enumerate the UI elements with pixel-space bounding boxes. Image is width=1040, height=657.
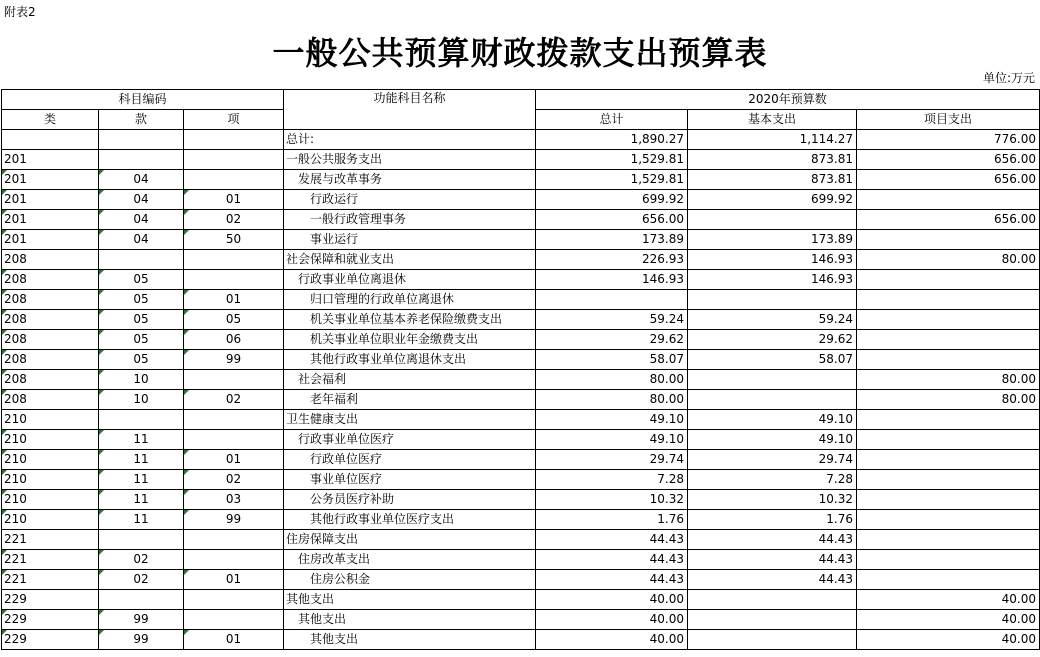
cell-total: 226.93 (536, 250, 688, 270)
cell-project: 40.00 (857, 630, 1040, 650)
cell-total: 1,529.81 (536, 150, 688, 170)
cell-name: 一般行政管理事务 (284, 210, 536, 230)
cell-project (857, 430, 1040, 450)
table-row (2, 430, 1040, 450)
cell-total: 80.00 (536, 370, 688, 390)
header-kuan: 款 (99, 110, 184, 130)
cell-lei: 221 (2, 530, 99, 550)
cell-lei: 229 (2, 630, 99, 650)
cell-kuan: 11 (99, 430, 184, 450)
cell-xiang: 50 (184, 230, 284, 250)
cell-project (857, 270, 1040, 290)
cell-project: 40.00 (857, 610, 1040, 630)
cell-basic: 1.76 (688, 510, 857, 530)
cell-project: 40.00 (857, 590, 1040, 610)
table-body (2, 90, 1040, 650)
cell-basic: 29.74 (688, 450, 857, 470)
cell-xiang: 01 (184, 630, 284, 650)
cell-kuan: 99 (99, 630, 184, 650)
cell-basic: 7.28 (688, 470, 857, 490)
cell-xiang: 01 (184, 290, 284, 310)
table-row (2, 270, 1040, 290)
cell-basic: 873.81 (688, 150, 857, 170)
cell-name: 社会保障和就业支出 (284, 250, 536, 270)
cell-xiang (184, 590, 284, 610)
cell-name: 其他支出 (284, 630, 536, 650)
cell-kuan: 11 (99, 510, 184, 530)
cell-basic (688, 630, 857, 650)
cell-xiang: 99 (184, 510, 284, 530)
cell-total: 10.32 (536, 490, 688, 510)
cell-lei: 201 (2, 150, 99, 170)
table-row (2, 290, 1040, 310)
cell-lei: 208 (2, 330, 99, 350)
table-row (2, 370, 1040, 390)
header-xiang: 项 (184, 110, 284, 130)
table-row (2, 470, 1040, 490)
cell-project (857, 290, 1040, 310)
cell-basic (688, 390, 857, 410)
cell-lei: 210 (2, 470, 99, 490)
header-row-1 (2, 90, 1040, 110)
cell-kuan (99, 150, 184, 170)
table-row (2, 250, 1040, 270)
header-project: 项目支出 (857, 110, 1040, 130)
cell-name: 其他支出 (284, 610, 536, 630)
cell-xiang: 02 (184, 470, 284, 490)
cell-xiang (184, 370, 284, 390)
cell-total: 1,529.81 (536, 170, 688, 190)
cell-kuan (99, 250, 184, 270)
cell-total: 7.28 (536, 470, 688, 490)
cell-lei: 208 (2, 270, 99, 290)
cell-lei (2, 130, 99, 150)
cell-total: 29.74 (536, 450, 688, 470)
cell-kuan: 05 (99, 350, 184, 370)
cell-name: 社会福利 (284, 370, 536, 390)
cell-project (857, 510, 1040, 530)
cell-name: 行政单位医疗 (284, 450, 536, 470)
cell-lei: 208 (2, 310, 99, 330)
cell-total: 44.43 (536, 530, 688, 550)
cell-xiang: 02 (184, 390, 284, 410)
cell-total: 49.10 (536, 430, 688, 450)
cell-lei: 210 (2, 450, 99, 470)
cell-name: 机关事业单位基本养老保险缴费支出 (284, 310, 536, 330)
cell-kuan: 11 (99, 490, 184, 510)
cell-project (857, 550, 1040, 570)
cell-lei: 210 (2, 430, 99, 450)
table-row (2, 590, 1040, 610)
cell-lei: 221 (2, 570, 99, 590)
cell-xiang (184, 250, 284, 270)
cell-xiang (184, 550, 284, 570)
cell-name: 住房公积金 (284, 570, 536, 590)
cell-xiang: 03 (184, 490, 284, 510)
cell-kuan: 04 (99, 170, 184, 190)
cell-xiang (184, 270, 284, 290)
cell-total: 59.24 (536, 310, 688, 330)
header-basic: 基本支出 (688, 110, 857, 130)
cell-basic: 49.10 (688, 410, 857, 430)
cell-xiang: 01 (184, 570, 284, 590)
cell-basic: 49.10 (688, 430, 857, 450)
cell-lei: 210 (2, 410, 99, 430)
cell-project (857, 350, 1040, 370)
unit-label: 单位:万元 (982, 71, 1035, 85)
cell-project: 656.00 (857, 210, 1040, 230)
table-row (2, 550, 1040, 570)
cell-project (857, 230, 1040, 250)
cell-xiang: 01 (184, 450, 284, 470)
cell-total: 1,890.27 (536, 130, 688, 150)
cell-kuan: 11 (99, 450, 184, 470)
table-row (2, 490, 1040, 510)
cell-xiang: 06 (184, 330, 284, 350)
cell-basic: 699.92 (688, 190, 857, 210)
header-total: 总计 (536, 110, 688, 130)
table-row (2, 210, 1040, 230)
cell-name: 公务员医疗补助 (284, 490, 536, 510)
cell-kuan (99, 410, 184, 430)
cell-project (857, 450, 1040, 470)
cell-total: 146.93 (536, 270, 688, 290)
cell-lei: 201 (2, 190, 99, 210)
cell-project: 80.00 (857, 390, 1040, 410)
cell-xiang (184, 150, 284, 170)
cell-project: 656.00 (857, 170, 1040, 190)
cell-name: 其他支出 (284, 590, 536, 610)
cell-name: 住房保障支出 (284, 530, 536, 550)
cell-basic: 10.32 (688, 490, 857, 510)
cell-xiang (184, 410, 284, 430)
table-row (2, 630, 1040, 650)
cell-lei: 201 (2, 210, 99, 230)
table-row (2, 310, 1040, 330)
cell-name: 事业运行 (284, 230, 536, 250)
cell-name: 行政事业单位离退休 (284, 270, 536, 290)
cell-project (857, 470, 1040, 490)
cell-total: 80.00 (536, 390, 688, 410)
cell-lei: 208 (2, 390, 99, 410)
cell-project (857, 530, 1040, 550)
cell-kuan: 02 (99, 550, 184, 570)
table-row (2, 570, 1040, 590)
cell-kuan (99, 590, 184, 610)
cell-name: 归口管理的行政单位离退休 (284, 290, 536, 310)
cell-kuan: 04 (99, 210, 184, 230)
cell-xiang (184, 130, 284, 150)
cell-kuan: 05 (99, 270, 184, 290)
cell-project (857, 190, 1040, 210)
cell-lei: 208 (2, 250, 99, 270)
cell-project: 656.00 (857, 150, 1040, 170)
cell-project (857, 570, 1040, 590)
cell-xiang: 05 (184, 310, 284, 330)
cell-lei: 201 (2, 230, 99, 250)
cell-name: 其他行政事业单位离退休支出 (284, 350, 536, 370)
cell-total: 40.00 (536, 610, 688, 630)
cell-name: 发展与改革事务 (284, 170, 536, 190)
cell-name: 总计: (284, 130, 536, 150)
cell-total (536, 290, 688, 310)
budget-table (1, 89, 1040, 650)
cell-lei: 208 (2, 350, 99, 370)
header-budget-group: 2020年预算数 (536, 90, 1040, 110)
cell-kuan (99, 530, 184, 550)
table-row (2, 390, 1040, 410)
cell-total: 58.07 (536, 350, 688, 370)
cell-lei: 210 (2, 510, 99, 530)
cell-total: 656.00 (536, 210, 688, 230)
cell-xiang: 01 (184, 190, 284, 210)
cell-name: 事业单位医疗 (284, 470, 536, 490)
cell-total: 40.00 (536, 630, 688, 650)
cell-total: 40.00 (536, 590, 688, 610)
cell-lei: 229 (2, 590, 99, 610)
cell-basic (688, 210, 857, 230)
cell-lei: 221 (2, 550, 99, 570)
cell-basic: 29.62 (688, 330, 857, 350)
header-function-name: 功能科目名称 (284, 90, 536, 130)
cell-basic: 59.24 (688, 310, 857, 330)
cell-total: 49.10 (536, 410, 688, 430)
cell-lei: 208 (2, 370, 99, 390)
cell-total: 44.43 (536, 550, 688, 570)
cell-kuan: 05 (99, 290, 184, 310)
cell-basic (688, 590, 857, 610)
cell-total: 699.92 (536, 190, 688, 210)
cell-kuan (99, 130, 184, 150)
cell-kuan: 05 (99, 310, 184, 330)
cell-basic: 44.43 (688, 570, 857, 590)
table-row (2, 530, 1040, 550)
cell-name: 住房改革支出 (284, 550, 536, 570)
cell-name: 行政运行 (284, 190, 536, 210)
cell-lei: 229 (2, 610, 99, 630)
cell-kuan: 05 (99, 330, 184, 350)
cell-basic (688, 290, 857, 310)
cell-kuan: 11 (99, 470, 184, 490)
page-title: 一般公共预算财政拨款支出预算表 (272, 34, 768, 72)
cell-basic: 44.43 (688, 550, 857, 570)
table-row (2, 610, 1040, 630)
cell-kuan: 10 (99, 390, 184, 410)
cell-lei: 208 (2, 290, 99, 310)
cell-total: 173.89 (536, 230, 688, 250)
cell-basic: 873.81 (688, 170, 857, 190)
table-row (2, 450, 1040, 470)
cell-name: 老年福利 (284, 390, 536, 410)
header-lei: 类 (2, 110, 99, 130)
cell-total: 29.62 (536, 330, 688, 350)
cell-xiang: 02 (184, 210, 284, 230)
cell-project (857, 410, 1040, 430)
cell-project: 80.00 (857, 370, 1040, 390)
cell-project: 80.00 (857, 250, 1040, 270)
table-row (2, 350, 1040, 370)
cell-kuan: 04 (99, 230, 184, 250)
cell-project (857, 490, 1040, 510)
cell-kuan: 02 (99, 570, 184, 590)
cell-lei: 201 (2, 170, 99, 190)
cell-xiang (184, 170, 284, 190)
cell-xiang (184, 430, 284, 450)
cell-name: 其他行政事业单位医疗支出 (284, 510, 536, 530)
table-row (2, 330, 1040, 350)
header-subject-code: 科目编码 (2, 90, 284, 110)
cell-basic (688, 610, 857, 630)
cell-name: 卫生健康支出 (284, 410, 536, 430)
cell-basic: 1,114.27 (688, 130, 857, 150)
table-row (2, 410, 1040, 430)
cell-lei: 210 (2, 490, 99, 510)
table-row (2, 130, 1040, 150)
cell-name: 机关事业单位职业年金缴费支出 (284, 330, 536, 350)
cell-total: 44.43 (536, 570, 688, 590)
cell-xiang (184, 610, 284, 630)
cell-project (857, 310, 1040, 330)
cell-kuan: 99 (99, 610, 184, 630)
cell-kuan: 10 (99, 370, 184, 390)
cell-basic: 58.07 (688, 350, 857, 370)
table-row (2, 190, 1040, 210)
table-row (2, 150, 1040, 170)
cell-basic: 173.89 (688, 230, 857, 250)
cell-basic: 146.93 (688, 270, 857, 290)
table-row (2, 170, 1040, 190)
cell-xiang: 99 (184, 350, 284, 370)
table-row (2, 230, 1040, 250)
cell-kuan: 04 (99, 190, 184, 210)
cell-xiang (184, 530, 284, 550)
annex-label: 附表2 (4, 5, 36, 19)
cell-project: 776.00 (857, 130, 1040, 150)
cell-basic: 146.93 (688, 250, 857, 270)
cell-name: 行政事业单位医疗 (284, 430, 536, 450)
cell-basic (688, 370, 857, 390)
table-row (2, 510, 1040, 530)
cell-basic: 44.43 (688, 530, 857, 550)
cell-name: 一般公共服务支出 (284, 150, 536, 170)
cell-total: 1.76 (536, 510, 688, 530)
cell-project (857, 330, 1040, 350)
